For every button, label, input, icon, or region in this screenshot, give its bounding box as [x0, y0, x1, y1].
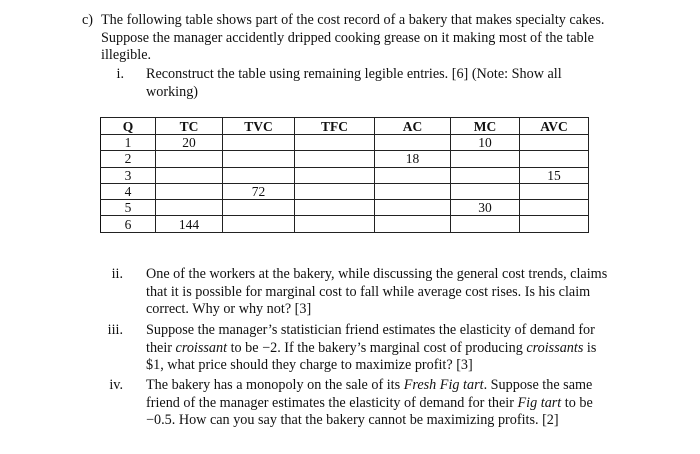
cell	[520, 216, 589, 232]
cell	[295, 151, 375, 167]
part-ii-line-3: correct. Why or why not? [3]	[146, 301, 312, 317]
table-row	[101, 216, 589, 232]
part-iv-line-1-post: . Suppose the same	[483, 377, 593, 393]
part-iii-line-3: $1, what price should they charge to maximize profit? [3]	[146, 357, 473, 373]
table-row	[101, 183, 589, 199]
part-iv-line-2-post: to be	[561, 394, 593, 411]
table-header-row	[101, 118, 589, 135]
cell	[156, 183, 223, 199]
part-ii-text	[146, 266, 646, 319]
cell	[295, 183, 375, 199]
part-iv-line-3: −0.5. How can you say that the bakery cannot be maximizing profits. [2]	[146, 412, 559, 428]
question-label: c)	[82, 12, 94, 28]
header-tvc: TVC	[223, 118, 295, 135]
cell	[223, 216, 295, 232]
cell	[520, 135, 589, 151]
cell	[156, 200, 223, 216]
intro-line-1: The following table shows part of the cost record of a bakery that makes specialty cakes.	[101, 12, 605, 28]
cell: 144	[156, 216, 223, 232]
cell	[520, 183, 589, 199]
header-q: Q	[101, 118, 156, 135]
cell: 30	[451, 200, 520, 216]
cell: 10	[451, 135, 520, 151]
part-i-line-1: Reconstruct the table using remaining legible entries. [6] (Note: Show all	[146, 66, 562, 82]
table-row	[101, 167, 589, 183]
part-iii-text	[146, 322, 646, 375]
cell	[451, 216, 520, 232]
table-row	[101, 200, 589, 216]
cell: 1	[101, 135, 156, 151]
cell	[451, 183, 520, 199]
header-tc: TC	[156, 118, 223, 135]
table-row	[101, 135, 589, 151]
table-row	[101, 151, 589, 167]
cell	[520, 151, 589, 167]
cell	[295, 135, 375, 151]
cell	[375, 200, 451, 216]
part-iv-line-2-pre: friend of the manager estimates the elasticity of demand for their	[146, 394, 518, 411]
part-ii-line-2: that it is possible for marginal cost to fall while average cost rises. Is his claim	[146, 283, 591, 300]
cell: 4	[101, 183, 156, 199]
cell: 18	[375, 151, 451, 167]
part-iv-line-1	[146, 377, 646, 395]
cell	[375, 183, 451, 199]
part-ii-line-1: One of the workers at the bakery, while discussing the general cost trends, claims	[146, 266, 608, 282]
cell	[451, 151, 520, 167]
cell: 5	[101, 200, 156, 216]
header-mc: MC	[451, 118, 520, 135]
part-iv-line-2	[146, 395, 646, 413]
part-iii-line-2-pre: their	[146, 339, 176, 356]
cell	[295, 216, 375, 232]
part-iii-line-1: Suppose the manager’s statistician friend estimates the elasticity of demand for	[146, 322, 595, 338]
cell: 20	[156, 135, 223, 151]
part-iv-line-1-pre: The bakery has a monopoly on the sale of its	[146, 377, 404, 393]
cell	[451, 167, 520, 183]
cell	[375, 216, 451, 232]
cell: 6	[101, 216, 156, 232]
cell: 2	[101, 151, 156, 167]
intro-line-3: illegible.	[101, 47, 152, 63]
header-avc: AVC	[520, 118, 589, 135]
cell	[375, 135, 451, 151]
croissants-term: croissants	[526, 339, 584, 356]
fig-tart-term: Fig tart	[517, 394, 562, 411]
cell	[295, 200, 375, 216]
part-i-line-2: working)	[146, 83, 199, 100]
cell	[156, 167, 223, 183]
part-iii-line-2	[146, 340, 646, 358]
part-iii-numeral: iii.	[107, 322, 123, 338]
part-iv-numeral: iv.	[109, 377, 123, 393]
header-ac: AC	[375, 118, 451, 135]
cell	[520, 200, 589, 216]
cell	[375, 167, 451, 183]
cell: 3	[101, 167, 156, 183]
part-ii-numeral: ii.	[111, 266, 123, 282]
cell	[156, 151, 223, 167]
croissant-term: croissant	[175, 339, 228, 356]
cell: 15	[520, 167, 589, 183]
fresh-fig-tart-term: Fresh Fig tart	[403, 377, 484, 393]
cell	[223, 151, 295, 167]
cell	[295, 167, 375, 183]
cell	[223, 200, 295, 216]
part-i-text	[146, 66, 646, 101]
cell: 72	[223, 183, 295, 199]
cost-table	[100, 117, 589, 233]
cell	[223, 135, 295, 151]
header-tfc: TFC	[295, 118, 375, 135]
part-iii-line-2-mid: to be −2. If the bakery’s marginal cost of producing	[227, 339, 527, 356]
part-iii-line-2-post: is	[583, 339, 597, 356]
intro-line-2: Suppose the manager accidently dripped cooking grease on it making most of the table	[101, 29, 594, 46]
part-i-numeral: i.	[116, 66, 124, 82]
cell	[223, 167, 295, 183]
question-intro	[101, 12, 661, 65]
part-iv-text	[146, 377, 646, 430]
